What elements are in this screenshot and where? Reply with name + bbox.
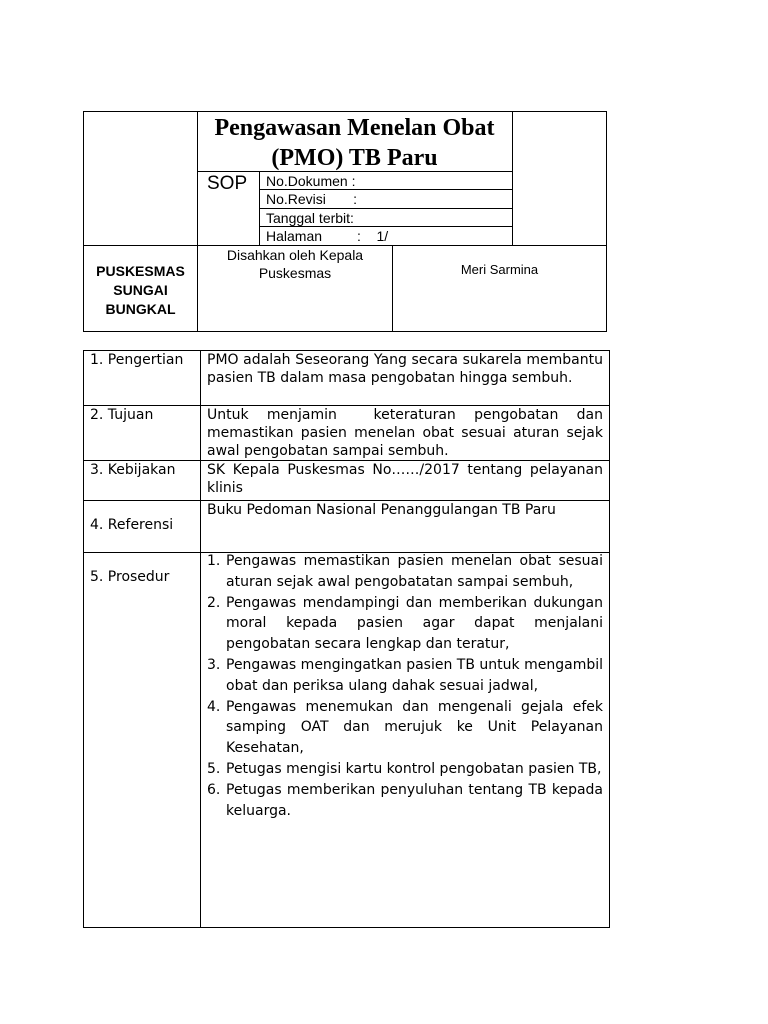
approver-name: Meri Sarmina	[460, 262, 539, 277]
content-column-divider	[200, 350, 201, 928]
procedure-item	[207, 697, 603, 759]
procedure-item-text: Petugas memberikan penyuluhan tentang TB kepada keluarga.	[226, 781, 603, 819]
section-text-referensi: Buku Pedoman Nasional Penanggulangan TB Paru	[207, 502, 556, 518]
title-line-2: (PMO) TB Paru	[271, 145, 438, 171]
section-label-referensi: 4. Referensi	[90, 517, 174, 533]
header-border-bottom	[83, 331, 607, 332]
title-line-1: Pengawasan Menelan Obat	[214, 115, 495, 141]
section-label-tujuan: 2. Tujuan	[90, 407, 154, 423]
procedure-item-number: 5.	[207, 760, 221, 777]
procedure-list	[207, 551, 603, 821]
meta-page: Halaman : 1/	[266, 228, 389, 244]
institution-name: PUSKESMAS SUNGAI BUNGKAL	[96, 263, 185, 317]
meta-revision: No.Revisi :	[266, 191, 358, 207]
header-border-right	[606, 111, 607, 332]
content-border-left	[83, 350, 84, 928]
procedure-item-number: 2.	[207, 594, 221, 611]
approved-by-label: Disahkan oleh Kepala Puskesmas	[226, 247, 364, 281]
meta-document-number: No.Dokumen :	[266, 173, 356, 189]
procedure-item-number: 4.	[207, 698, 221, 715]
procedure-item	[207, 780, 603, 822]
procedure-item-number: 6.	[207, 781, 221, 798]
section-text-kebijakan: SK Kepala Puskesmas No……/2017 tentang pelayanan klinis	[207, 462, 603, 496]
procedure-item-number: 1.	[207, 553, 221, 569]
procedure-item	[207, 551, 603, 593]
procedure-item-number: 3.	[207, 656, 221, 673]
procedure-item	[207, 655, 603, 697]
meta-issue-date: Tanggal terbit:	[266, 210, 354, 226]
page-title	[197, 113, 512, 173]
procedure-item-text: Pengawas mendampingi dan memberikan dukungan moral kepada pasien agar dapat menjalani pengobatan secara lengkap dan teratur,	[226, 594, 603, 653]
header-divider-col3	[512, 111, 513, 245]
section-label-prosedur: 5. Prosedur	[90, 569, 170, 585]
section-text-tujuan: Untuk menjamin keteraturan pengobatan dan memastikan pasien menelan obat sesuai aturan sejak awal pengobatan sampai sembuh.	[207, 407, 608, 459]
procedure-item	[207, 759, 603, 780]
header-border-top	[83, 111, 607, 112]
procedure-item-text: Pengawas memastikan pasien menelan obat sesuai aturan sejak awal pengobatatan sampai sembuh,	[226, 553, 603, 590]
procedure-item-text: Pengawas mengingatkan pasien TB untuk mengambil obat dan periksa ulang dahak sesuai jadwal,	[226, 656, 603, 694]
section-label-kebijakan: 3. Kebijakan	[90, 462, 176, 478]
sop-label: SOP	[207, 173, 248, 194]
procedure-item-text: Pengawas menemukan dan mengenali gejala efek samping OAT dan merujuk ke Unit Pelayanan Kesehatan,	[226, 698, 603, 757]
section-text-pengertian: PMO adalah Seseorang Yang secara sukarela membantu pasien TB dalam masa pengobatan hingga sembuh.	[207, 352, 603, 386]
section-label-pengertian: 1. Pengertian	[90, 352, 184, 368]
header-divider-approval	[392, 245, 393, 331]
content-border-right	[609, 350, 610, 928]
procedure-item-text: Petugas mengisi kartu kontrol pengobatan pasien TB,	[226, 760, 602, 777]
procedure-item	[207, 593, 603, 655]
content-border-bottom	[83, 927, 610, 928]
